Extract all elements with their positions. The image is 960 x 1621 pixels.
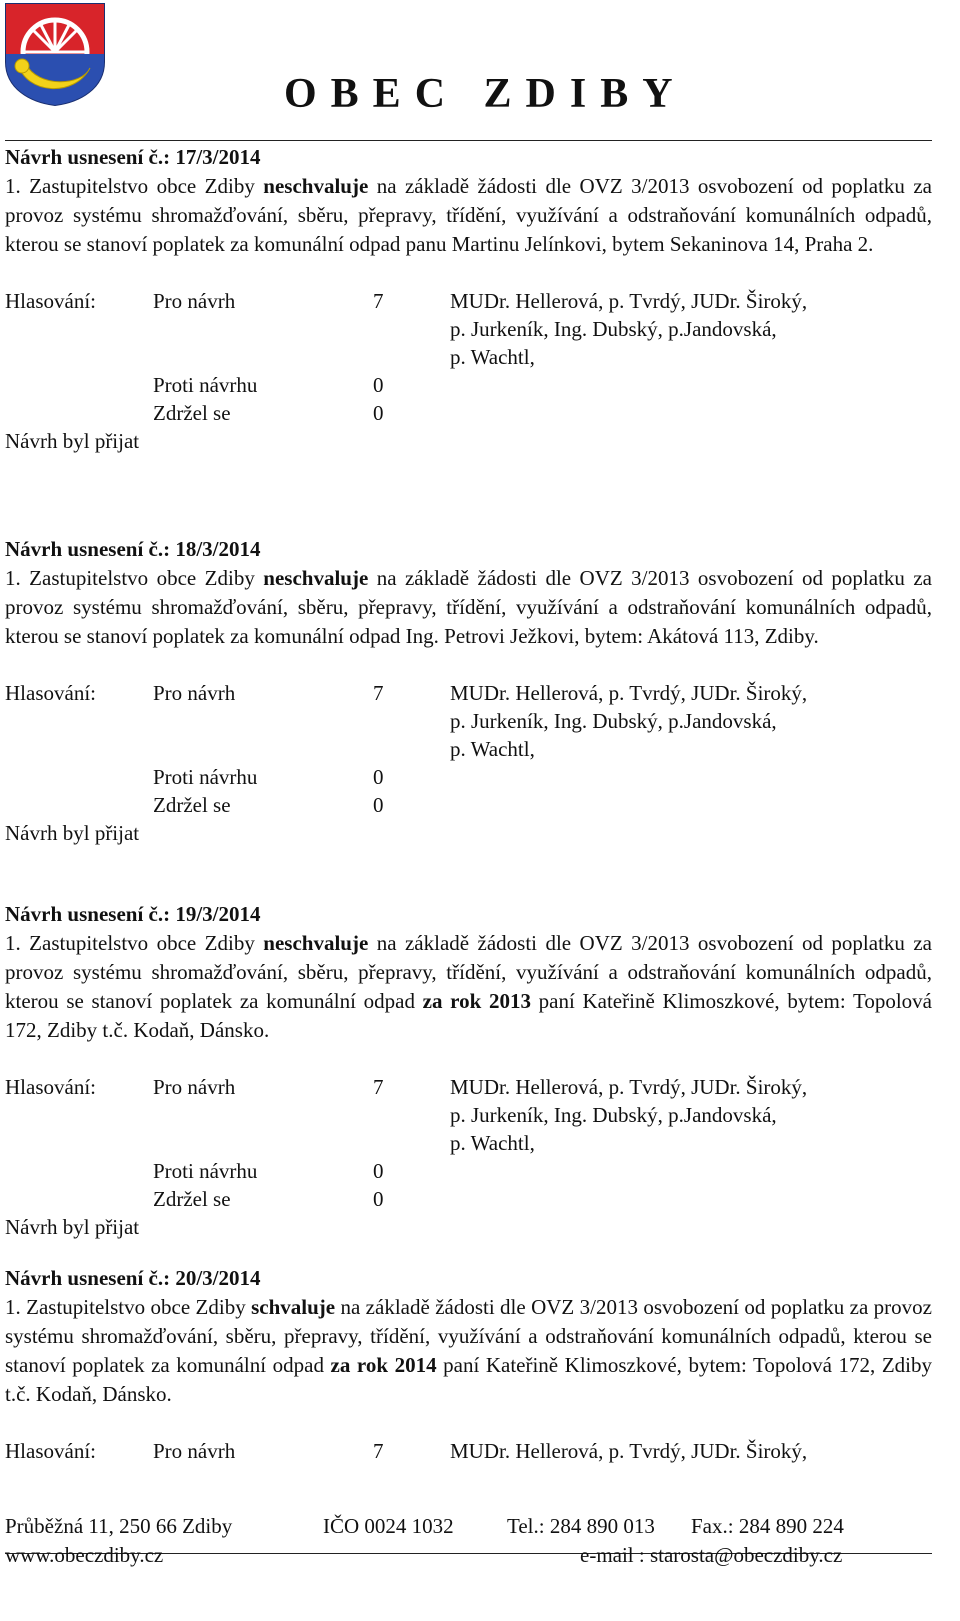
vote-members-line-1: MUDr. Hellerová, p. Tvrdý, JUDr. Široký, [450,289,808,313]
vote-label: Hlasování: [5,289,96,313]
footer-email[interactable]: e-mail : starosta@obeczdiby.cz [580,1543,843,1567]
resolution-title: Návrh usnesení č.: 17/3/2014 [5,145,261,169]
vote-members-line-2: p. Jurkeník, Ing. Dubský, p.Jandovská, [450,709,777,733]
vote-against-label: Proti návrhu [153,1159,258,1183]
vote-against-count: 0 [373,1159,384,1183]
resolution-verb: schvaluje [251,1295,336,1319]
resolution-verb: neschvaluje [263,931,369,955]
vote-members-line-1: MUDr. Hellerová, p. Tvrdý, JUDr. Široký, [450,681,808,705]
vote-for-label: Pro návrh [153,1439,236,1463]
vote-abstain-label: Zdržel se [153,1187,231,1211]
resolution-text [5,564,932,651]
vote-members-line-1: MUDr. Hellerová, p. Tvrdý, JUDr. Široký, [450,1439,808,1463]
resolution-year: za rok 2013 [422,989,531,1013]
vote-members-line-2: p. Jurkeník, Ing. Dubský, p.Jandovská, [450,1103,777,1127]
vote-label: Hlasování: [5,1075,96,1099]
vote-members-line-1: MUDr. Hellerová, p. Tvrdý, JUDr. Široký, [450,1075,808,1099]
resolution-18 [5,535,932,853]
voting-block [5,679,932,853]
vote-abstain-count: 0 [373,793,384,817]
resolution-20 [5,1264,932,1467]
vote-against-count: 0 [373,373,384,397]
resolution-text-end: paní Kateřině Klimoszkové, bytem: Topolová 172, Zdiby t.č. Kodaň, Dánsko. [5,1353,932,1406]
resolution-text [5,1293,932,1409]
vote-for-count: 7 [373,1075,384,1099]
vote-members-line-3: p. Wachtl, [450,737,535,761]
vote-members-line-3: p. Wachtl, [450,345,535,369]
vote-abstain-count: 0 [373,401,384,425]
municipality-name: OBEC ZDIBY [284,71,687,117]
vote-result: Návrh byl přijat [5,429,140,453]
resolution-text-body: na základě žádosti dle OVZ 3/2013 osvobození od poplatku za provoz systému shromažďování, sběru, přepravy, třídění, využívání a odstraňování komunálních odpadů, kterou se stanoví poplatek za komunální odpad panu Martinu Jelínkovi, bytem Sekaninova 14, Praha 2. [5,174,932,256]
resolution-text [5,172,932,259]
vote-result: Návrh byl přijat [5,1215,140,1239]
resolution-title: Návrh usnesení č.: 18/3/2014 [5,537,261,561]
resolution-17 [5,143,932,461]
vote-for-label: Pro návrh [153,681,236,705]
resolution-text-start: 1. Zastupitelstvo obce Zdiby [5,174,264,198]
vote-against-label: Proti návrhu [153,765,258,789]
resolution-text-start: 1. Zastupitelstvo obce Zdiby [5,931,264,955]
footer-fax: Fax.: 284 890 224 [691,1514,844,1538]
resolution-title: Návrh usnesení č.: 19/3/2014 [5,902,261,926]
vote-for-label: Pro návrh [153,289,236,313]
municipal-coat-of-arms [4,2,106,106]
resolution-text-start: 1. Zastupitelstvo obce Zdiby [5,566,264,590]
resolution-text-start: 1. Zastupitelstvo obce Zdiby [5,1295,252,1319]
vote-for-label: Pro návrh [153,1075,236,1099]
voting-block [5,287,932,461]
resolution-text-body: na základě žádosti dle OVZ 3/2013 osvobození od poplatku za provoz systému shromažďování, sběru, přepravy, třídění, využívání a odstraňování komunálních odpadů, kterou se stanoví poplatek za komunální odpad [5,931,932,1013]
footer-website[interactable]: www.obeczdiby.cz [5,1543,164,1567]
vote-members-line-2: p. Jurkeník, Ing. Dubský, p.Jandovská, [450,317,777,341]
header-divider [5,140,932,141]
vote-abstain-label: Zdržel se [153,401,231,425]
resolution-year: za rok 2014 [330,1353,437,1377]
voting-block [5,1437,932,1467]
resolution-text-end: paní Kateřině Klimoszkové, bytem: Topolová 172, Zdiby t.č. Kodaň, Dánsko. [5,989,933,1042]
vote-against-label: Proti návrhu [153,373,258,397]
resolution-verb: neschvaluje [263,174,369,198]
resolution-verb: neschvaluje [263,566,369,590]
vote-abstain-label: Zdržel se [153,793,231,817]
vote-for-count: 7 [373,1439,384,1463]
footer-ico: IČO 0024 1032 [323,1514,454,1538]
vote-for-count: 7 [373,289,384,313]
vote-result: Návrh byl přijat [5,821,140,845]
resolution-19 [5,900,932,1247]
footer-address: Průběžná 11, 250 66 Zdiby [5,1514,233,1538]
vote-abstain-count: 0 [373,1187,384,1211]
vote-label: Hlasování: [5,681,96,705]
voting-block [5,1073,932,1247]
vote-against-count: 0 [373,765,384,789]
footer-phone: Tel.: 284 890 013 [507,1514,655,1538]
resolution-text [5,929,932,1045]
vote-label: Hlasování: [5,1439,96,1463]
resolution-title: Návrh usnesení č.: 20/3/2014 [5,1266,261,1290]
vote-members-line-3: p. Wachtl, [450,1131,535,1155]
vote-for-count: 7 [373,681,384,705]
resolution-text-body: na základě žádosti dle OVZ 3/2013 osvobození od poplatku za provoz systému shromažďování, sběru, přepravy, třídění, využívání a odstraňování komunálních odpadů, kterou se stanoví poplatek za komunální odpad [5,1295,932,1377]
resolution-text-body: na základě žádosti dle OVZ 3/2013 osvobození od poplatku za provoz systému shromažďování, sběru, přepravy, třídění, využívání a odstraňování komunálních odpadů, kterou se stanoví poplatek za komunální odpad Ing. Petrovi Ježkovi, bytem: Akátová 113, Zdiby. [5,566,932,648]
